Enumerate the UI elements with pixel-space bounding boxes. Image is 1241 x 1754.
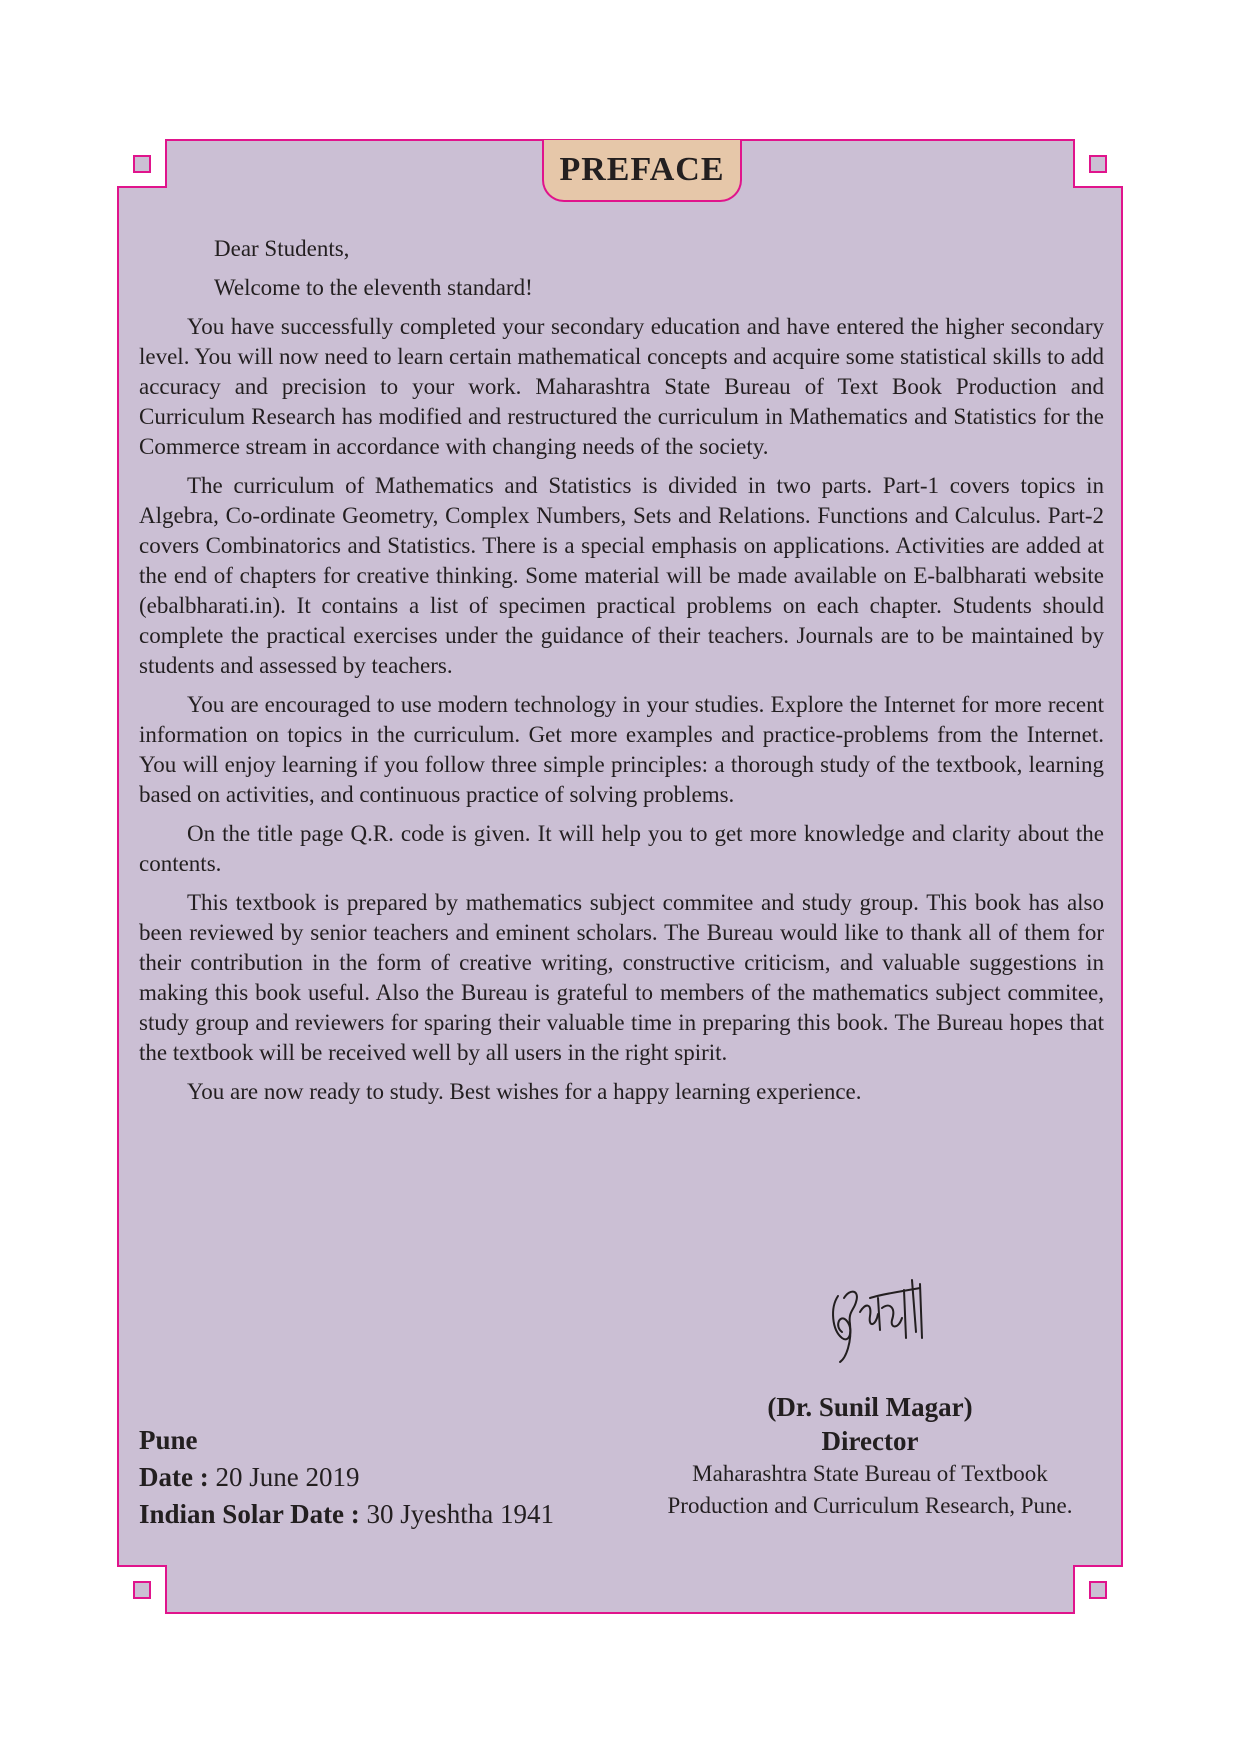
place-date-block [139, 1422, 554, 1533]
paragraph: On the title page Q.R. code is given. It will help you to get more knowledge and clarity about the contents. [139, 821, 1104, 876]
letter-body [139, 234, 1104, 1116]
solar-date-label: Indian Solar Date : [139, 1499, 360, 1529]
welcome-line: Welcome to the eleventh standard! [214, 275, 533, 300]
signer-org-line2: Production and Curriculum Research, Pune. [667, 1493, 1073, 1518]
paragraph: You have successfully completed your secondary education and have entered the higher secondary level. You will now need to learn certain mathematical concepts and acquire some statistical skills to add accuracy and precision to your work. Maharashtra State Bureau of Text Book Production and Curriculum Research has modified and restructured the curriculum in Mathematics and Statistics for the Commerce stream in accordance with changing needs of the society. [139, 314, 1104, 459]
place: Pune [139, 1425, 198, 1455]
page-title: PREFACE [559, 151, 725, 188]
corner-square-top-left [134, 156, 150, 172]
salutation: Dear Students, [214, 236, 350, 261]
paragraph: You are encouraged to use modern technology in your studies. Explore the Internet for more recent information on topics in the curriculum. Get more examples and practice-problems from the Internet. You will enjoy learning if you follow three simple principles: a thorough study of the textbook, learning based on activities, and continuous practice of solving problems. [139, 692, 1104, 807]
date-value: 20 June 2019 [215, 1462, 360, 1492]
date-line [139, 1459, 554, 1496]
title-tab [542, 140, 742, 202]
paragraph: You are now ready to study. Best wishes for a happy learning experience. [187, 1079, 862, 1104]
corner-square-bottom-right [1090, 1582, 1106, 1598]
signer-designation: Director [821, 1426, 919, 1456]
signer-block [630, 1390, 1110, 1522]
solar-date-value: 30 Jyeshtha 1941 [366, 1499, 555, 1529]
corner-square-bottom-left [134, 1582, 150, 1598]
paragraph: This textbook is prepared by mathematics subject commitee and study group. This book has also been reviewed by senior teachers and eminent scholars. The Bureau would like to thank all of them for their contribution in the form of creative writing, constructive criticism, and valuable suggestions in making this book useful. Also the Bureau is grateful to members of the mathematics subject commitee, study group and reviewers for sparing their valuable time in preparing this book. The Bureau hopes that the textbook will be received well by all users in the right spirit. [139, 890, 1104, 1065]
corner-square-top-right [1090, 156, 1106, 172]
signer-org-line1: Maharashtra State Bureau of Textbook [692, 1461, 1048, 1486]
paragraph: The curriculum of Mathematics and Statistics is divided in two parts. Part-1 covers topics in Algebra, Co-ordinate Geometry, Complex Numbers, Sets and Relations. Functions and Calculus. Part-2 covers Combinatorics and Statistics. There is a special emphasis on applications. Activities are added at the end of chapters for creative thinking. Some material will be made available on E-balbharati website (ebalbharati.in). It contains a list of specimen practical problems on each chapter. Students should complete the practical exercises under the guidance of their teachers. Journals are to be maintained by students and assessed by teachers. [139, 473, 1104, 678]
solar-date-line [139, 1496, 554, 1533]
signer-name: (Dr. Sunil Magar) [767, 1392, 973, 1422]
signature-image [820, 1268, 930, 1366]
date-label: Date : [139, 1462, 209, 1492]
